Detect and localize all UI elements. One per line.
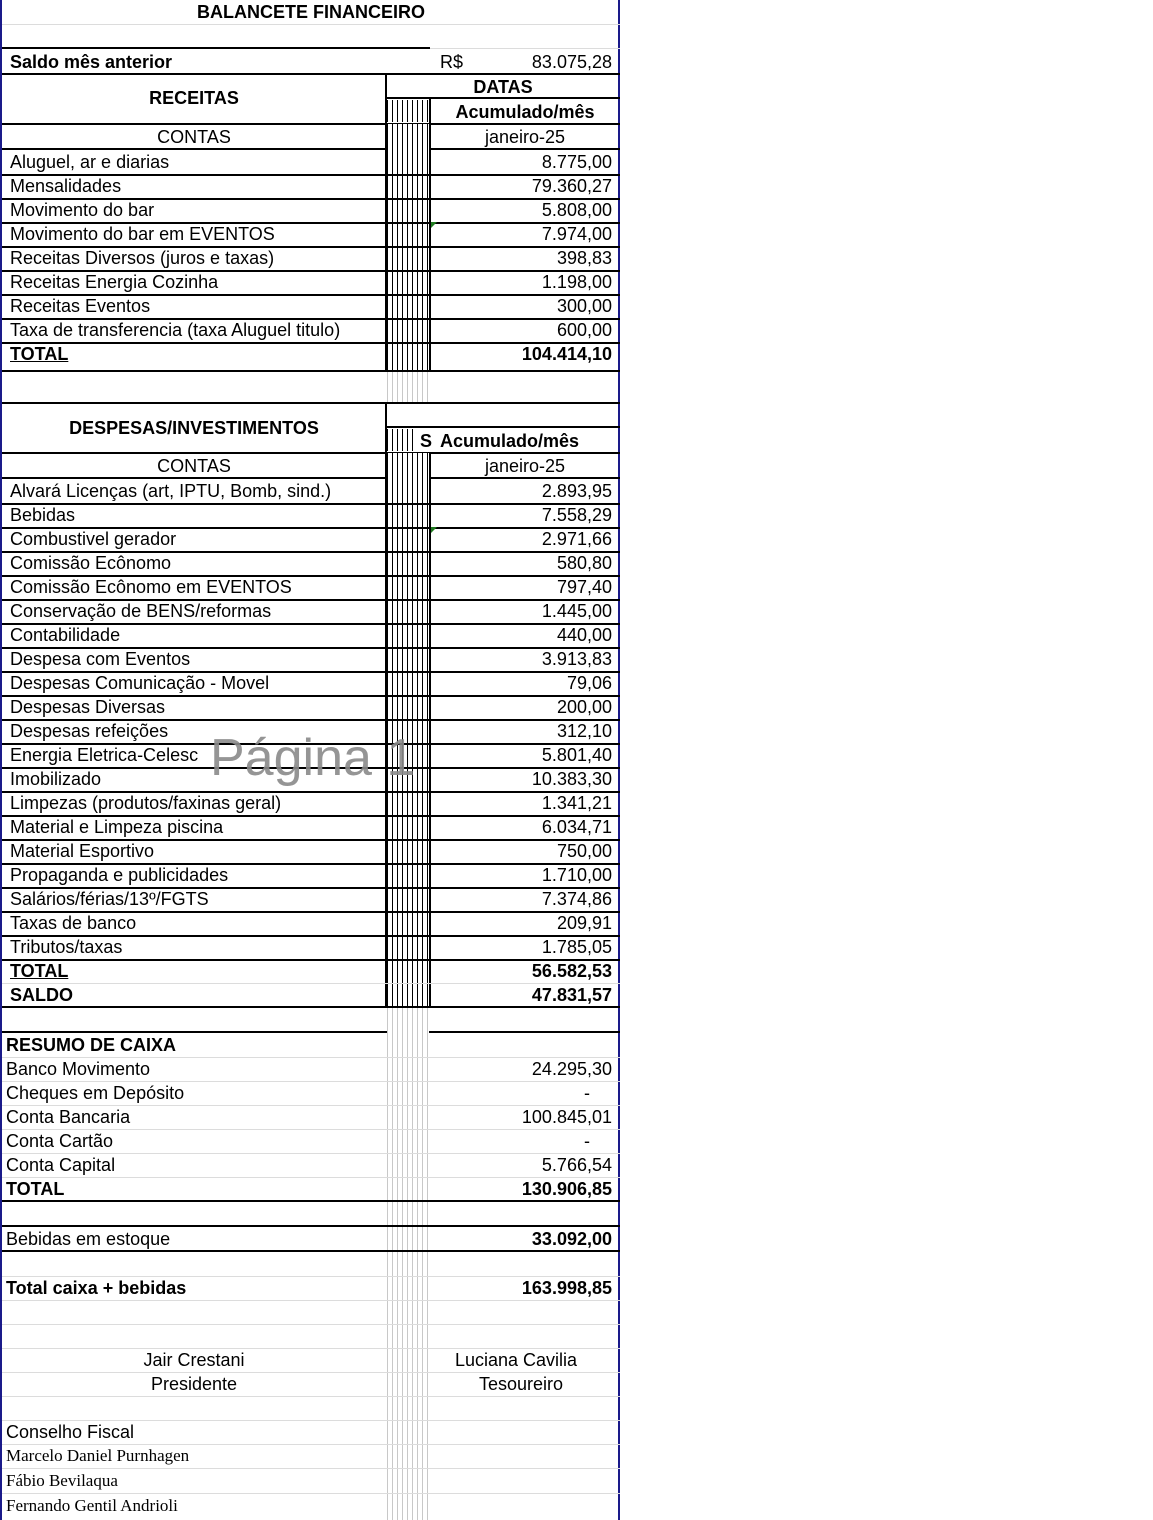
- receita-label: Taxa de transferencia (taxa Aluguel titulo): [10, 320, 341, 340]
- conselho-member: [2, 1469, 620, 1494]
- acumulado-header: Acumulado/mês: [455, 102, 595, 122]
- receita-value: 398,83: [556, 248, 612, 268]
- currency-label: R$: [440, 52, 464, 72]
- despesa-label: Tributos/taxas: [10, 937, 123, 957]
- despesa-row: [2, 887, 620, 913]
- despesa-row: [2, 527, 620, 553]
- despesa-row: [2, 479, 620, 505]
- datas-header: DATAS: [473, 77, 533, 97]
- contas-label: CONTAS: [157, 127, 231, 147]
- total-caixa-bebidas-value: 163.998,85: [521, 1278, 612, 1298]
- divider: [386, 97, 620, 99]
- empty-row: [2, 1252, 620, 1277]
- despesa-row: [2, 599, 620, 625]
- despesa-row: [2, 671, 620, 697]
- receita-value: 600,00: [556, 320, 612, 340]
- title-row: [2, 0, 620, 25]
- despesa-label: Combustivel gerador: [10, 529, 177, 549]
- despesa-value: 580,80: [556, 553, 612, 573]
- receita-row: [2, 318, 620, 344]
- receita-row: [2, 270, 620, 296]
- receita-label: Mensalidades: [10, 176, 122, 196]
- contas-row: [2, 125, 620, 149]
- receitas-total-label: TOTAL: [10, 344, 69, 364]
- receita-label: Movimento do bar: [10, 200, 155, 220]
- despesa-value: 3.913,83: [541, 649, 612, 669]
- receitas-total-row: [2, 342, 620, 369]
- despesa-row: [2, 839, 620, 865]
- receita-label: Movimento do bar em EVENTOS: [10, 224, 275, 244]
- despesa-row: [2, 623, 620, 649]
- comment-marker-icon: [431, 527, 437, 533]
- receitas-title: RECEITAS: [149, 88, 239, 108]
- bebidas-estoque-label: Bebidas em estoque: [6, 1229, 171, 1249]
- conselho-member-name: Marcelo Daniel Purnhagen: [6, 1446, 190, 1465]
- despesa-value: 10.383,30: [531, 769, 612, 789]
- total-caixa-bebidas-label: Total caixa + bebidas: [6, 1278, 187, 1298]
- despesa-label: Limpezas (produtos/faxinas geral): [10, 793, 282, 813]
- tesoureiro-name: Luciana Cavilia: [454, 1350, 578, 1370]
- despesa-label: Energia Eletrica-Celesc: [10, 745, 199, 765]
- month-label: janeiro-25: [484, 127, 566, 147]
- receita-row: [2, 294, 620, 320]
- receita-value: 7.974,00: [541, 224, 612, 244]
- despesa-value: 7.374,86: [541, 889, 612, 909]
- despesa-label: Conservação de BENS/reformas: [10, 601, 272, 621]
- despesas-col-header: [2, 429, 620, 453]
- despesa-label: Salários/férias/13º/FGTS: [10, 889, 209, 909]
- divider: [386, 426, 620, 428]
- empty-row: [2, 1300, 620, 1325]
- despesa-label: Propaganda e publicidades: [10, 865, 229, 885]
- page-title: BALANCETE FINANCEIRO: [197, 2, 425, 22]
- conselho-member: [2, 1494, 620, 1518]
- conselho-header-row: [2, 1420, 620, 1445]
- despesa-label: Comissão Ecônomo: [10, 553, 172, 573]
- despesa-value: 79,06: [566, 673, 612, 693]
- receita-value: 5.808,00: [541, 200, 612, 220]
- signature-names-row: [2, 1348, 620, 1373]
- resumo-header-row: [2, 1033, 620, 1058]
- receita-label: Receitas Diversos (juros e taxas): [10, 248, 275, 268]
- empty-row: [2, 1324, 620, 1349]
- resumo-label: Conta Cartão: [6, 1131, 114, 1151]
- bebidas-estoque-row: [2, 1227, 620, 1251]
- divider: [2, 1200, 620, 1202]
- resumo-value: 100.845,01: [521, 1107, 612, 1127]
- resumo-label: Conta Capital: [6, 1155, 116, 1175]
- despesa-row: [2, 503, 620, 529]
- conselho-member: [2, 1444, 620, 1469]
- saldo-value: 47.831,57: [531, 985, 612, 1005]
- despesa-row: [2, 575, 620, 601]
- receita-value: 300,00: [556, 296, 612, 316]
- col-prefix: S: [420, 431, 433, 451]
- resumo-label: Cheques em Depósito: [6, 1083, 185, 1103]
- despesa-row: [2, 935, 620, 961]
- despesa-label: Despesas Comunicação - Movel: [10, 673, 270, 693]
- despesa-row: [2, 647, 620, 673]
- resumo-total-row: [2, 1177, 620, 1201]
- receita-row: [2, 198, 620, 224]
- divider: [2, 1006, 620, 1008]
- despesa-label: Despesas Diversas: [10, 697, 166, 717]
- despesa-row: [2, 815, 620, 841]
- despesa-value: 1.710,00: [541, 865, 612, 885]
- receita-label: Receitas Energia Cozinha: [10, 272, 219, 292]
- saldo-anterior-row: [2, 50, 620, 75]
- divider: [2, 47, 430, 49]
- presidente-role: Presidente: [150, 1374, 238, 1394]
- despesa-value: 6.034,71: [541, 817, 612, 837]
- despesa-value: 1.785,05: [541, 937, 612, 957]
- resumo-label: Conta Bancaria: [6, 1107, 131, 1127]
- month-label: janeiro-25: [484, 456, 566, 476]
- conselho-member-name: Fábio Bevilaqua: [6, 1471, 118, 1490]
- saldo-label: SALDO: [10, 985, 73, 1005]
- divider: [2, 370, 620, 372]
- despesa-row: [2, 695, 620, 721]
- despesa-value: 440,00: [556, 625, 612, 645]
- conselho-member-name: Fernando Gentil Andrioli: [6, 1496, 178, 1515]
- saldo-anterior-value: 83.075,28: [531, 52, 612, 72]
- despesas-title: DESPESAS/INVESTIMENTOS: [69, 418, 319, 438]
- despesa-row: [2, 791, 620, 817]
- despesas-total-label: TOTAL: [10, 961, 69, 981]
- acumulado-header: Acumulado/mês: [440, 431, 580, 451]
- despesas-total-row: [2, 959, 620, 984]
- despesa-row: [2, 911, 620, 937]
- despesa-label: Despesas refeições: [10, 721, 169, 741]
- despesa-label: Bebidas: [10, 505, 76, 525]
- despesa-label: Comissão Ecônomo em EVENTOS: [10, 577, 292, 597]
- receitas-total-value: 104.414,10: [521, 344, 612, 364]
- despesa-label: Taxas de banco: [10, 913, 137, 933]
- receita-row: [2, 246, 620, 272]
- despesa-row: [2, 551, 620, 577]
- conselho-title: Conselho Fiscal: [6, 1422, 135, 1442]
- resumo-value: 5.766,54: [541, 1155, 612, 1175]
- resumo-row: [2, 1129, 620, 1154]
- receita-value: 8.775,00: [541, 152, 612, 172]
- resumo-value: -: [584, 1083, 590, 1103]
- saldo-row: [2, 983, 620, 1007]
- despesa-value: 2.893,95: [541, 481, 612, 501]
- resumo-value: 24.295,30: [531, 1059, 612, 1079]
- despesa-value: 312,10: [556, 721, 612, 741]
- despesa-value: 200,00: [556, 697, 612, 717]
- despesa-value: 7.558,29: [541, 505, 612, 525]
- despesa-label: Material e Limpeza piscina: [10, 817, 224, 837]
- resumo-total-value: 130.906,85: [521, 1179, 612, 1199]
- resumo-row: [2, 1153, 620, 1178]
- receita-row: [2, 174, 620, 200]
- bebidas-estoque-value: 33.092,00: [531, 1229, 612, 1249]
- despesa-value: 1.445,00: [541, 601, 612, 621]
- receita-row: [2, 222, 620, 248]
- resumo-row: [2, 1057, 620, 1082]
- comment-marker-icon: [431, 222, 437, 228]
- receita-value: 1.198,00: [541, 272, 612, 292]
- despesa-label: Imobilizado: [10, 769, 102, 789]
- page-watermark: Página 1: [210, 729, 416, 787]
- contas-label: CONTAS: [157, 456, 231, 476]
- despesa-label: Material Esportivo: [10, 841, 155, 861]
- resumo-row: [2, 1081, 620, 1106]
- resumo-total-label: TOTAL: [6, 1179, 65, 1199]
- saldo-anterior-label: Saldo mês anterior: [10, 52, 173, 72]
- despesa-value: 2.971,66: [541, 529, 612, 549]
- resumo-title: RESUMO DE CAIXA: [6, 1035, 177, 1055]
- contas-row: [2, 454, 620, 478]
- despesa-row: [2, 863, 620, 889]
- empty-row: [2, 24, 620, 49]
- despesa-label: Contabilidade: [10, 625, 121, 645]
- resumo-value: -: [584, 1131, 590, 1151]
- tesoureiro-role: Tesoureiro: [478, 1374, 564, 1394]
- despesa-value: 5.801,40: [541, 745, 612, 765]
- despesa-label: Alvará Licenças (art, IPTU, Bomb, sind.): [10, 481, 332, 501]
- despesa-value: 750,00: [556, 841, 612, 861]
- empty-row: [2, 1396, 620, 1421]
- despesa-value: 797,40: [556, 577, 612, 597]
- signature-roles-row: [2, 1372, 620, 1397]
- receita-label: Aluguel, ar e diarias: [10, 152, 170, 172]
- receitas-col-header: [2, 100, 620, 124]
- receita-row: [2, 150, 620, 176]
- despesa-label: Despesa com Eventos: [10, 649, 191, 669]
- hidden-columns: [387, 372, 429, 402]
- despesas-total-value: 56.582,53: [531, 961, 612, 981]
- despesa-value: 1.341,21: [541, 793, 612, 813]
- resumo-row: [2, 1105, 620, 1130]
- resumo-label: Banco Movimento: [6, 1059, 151, 1079]
- total-caixa-bebidas-row: [2, 1276, 620, 1301]
- receita-label: Receitas Eventos: [10, 296, 151, 316]
- despesa-value: 209,91: [556, 913, 612, 933]
- presidente-name: Jair Crestani: [143, 1350, 245, 1370]
- receita-value: 79.360,27: [531, 176, 612, 196]
